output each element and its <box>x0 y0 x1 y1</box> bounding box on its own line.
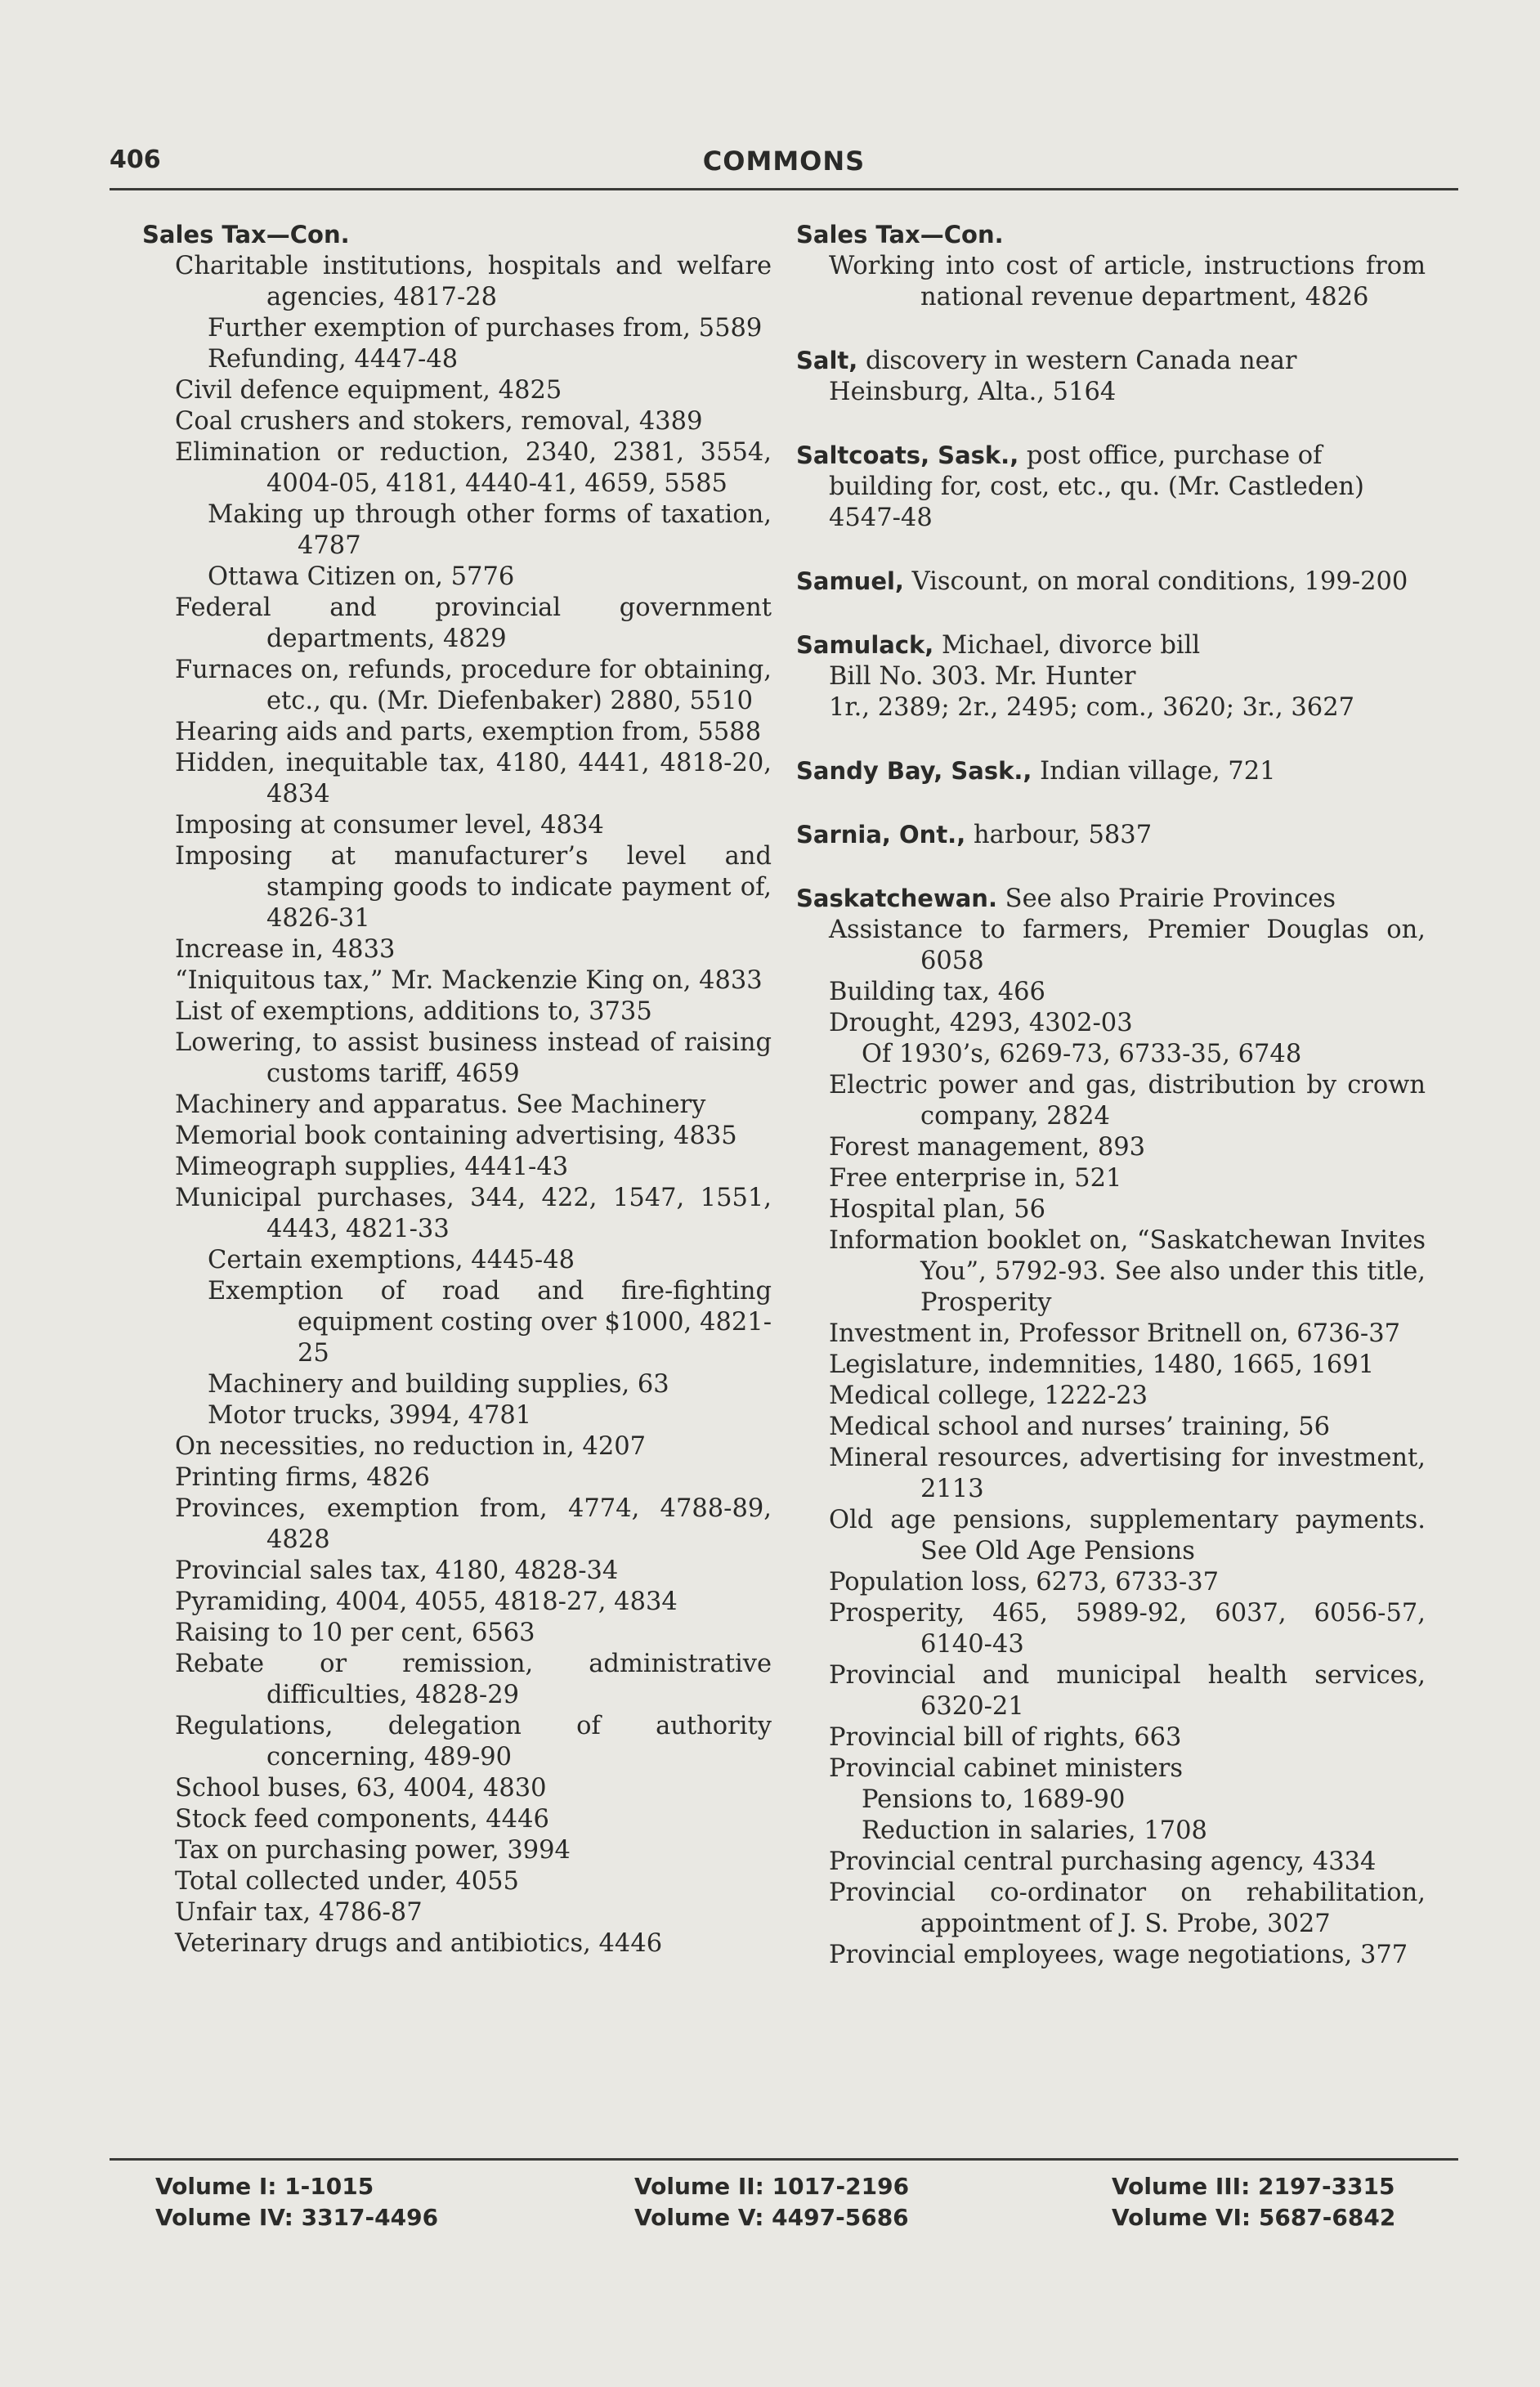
entry-text: Regulations, delegation of authority concerning, 489-90 <box>175 1712 772 1771</box>
entry-text: Pyramiding, 4004, 4055, 4818-27, 4834 <box>175 1588 678 1616</box>
index-subentry <box>142 593 772 655</box>
index-subentry <box>142 1804 772 1835</box>
page-header <box>110 146 1458 186</box>
index-subentry <box>796 1350 1426 1381</box>
entry-text: Reduction in salaries, 1708 <box>862 1816 1207 1845</box>
footer-line: Volume III: 2197-3315 <box>1112 2173 1395 2200</box>
index-subentry <box>142 1121 772 1152</box>
index-subentry <box>796 1319 1426 1350</box>
index-subentry <box>796 1194 1426 1225</box>
index-subentry <box>142 1618 772 1649</box>
footer-line: Volume IV: 3317-4496 <box>155 2204 439 2231</box>
entry-text: Veterinary drugs and antibiotics, 4446 <box>175 1929 663 1958</box>
index-subsubentry <box>142 1276 772 1369</box>
entry-text: harbour, 5837 <box>973 821 1153 849</box>
entry-text: Drought, 4293, 4302-03 <box>829 1009 1133 1037</box>
index-heading-entry <box>796 629 1426 661</box>
index-heading: Samulack, <box>796 631 934 659</box>
entry-text: post office, purchase of building for, cost, etc., qu. (Mr. Castleden) 4547-48 <box>829 441 1364 532</box>
index-heading-entry <box>796 566 1426 598</box>
index-subsubentry <box>142 313 772 344</box>
index-subentry <box>142 1649 772 1711</box>
index-subentry <box>142 934 772 965</box>
index-subentry <box>796 1598 1426 1660</box>
entry-text: Provincial and municipal health services, 6320-21 <box>829 1661 1426 1721</box>
running-title: COMMONS <box>702 146 866 177</box>
index-subentry <box>142 717 772 748</box>
entry-text: Memorial book containing advertising, 4835 <box>175 1122 737 1150</box>
entry-text: See also Prairie Provinces <box>1005 884 1336 913</box>
entry-text: Investment in, Professor Britnell on, 6736-37 <box>829 1319 1401 1348</box>
index-heading-entry <box>796 345 1426 408</box>
footer-line: Volume II: 1017-2196 <box>634 2173 910 2200</box>
index-subsubentry <box>142 1400 772 1431</box>
index-subsubentry <box>142 1245 772 1276</box>
index-subsubentry <box>142 499 772 562</box>
entry-text: Medical school and nurses’ training, 56 <box>829 1413 1331 1441</box>
index-subsubentry <box>142 1369 772 1400</box>
entry-text: Further exemption of purchases from, 5589 <box>208 314 763 343</box>
index-subentry <box>796 251 1426 313</box>
index-subentry <box>142 748 772 810</box>
index-subentry <box>142 1587 772 1618</box>
index-subentry <box>142 406 772 437</box>
index-subentry <box>796 915 1426 977</box>
entry-text: Population loss, 6273, 6733-37 <box>829 1568 1220 1597</box>
index-subentry <box>796 977 1426 1008</box>
index-subentry <box>142 375 772 406</box>
index-subentry <box>796 1505 1426 1567</box>
index-subentry <box>142 1431 772 1462</box>
entry-text: Charitable institutions, hospitals and welfare agencies, 4817-28 <box>175 252 772 311</box>
index-heading-entry <box>142 219 772 251</box>
index-subsubentry <box>796 1785 1426 1816</box>
entry-text: discovery in western Canada near Heinsburg, Alta., 5164 <box>829 347 1297 406</box>
index-heading-entry <box>796 819 1426 851</box>
entry-text: Of 1930’s, 6269-73, 6733-35, 6748 <box>862 1040 1302 1068</box>
index-subentry <box>142 1835 772 1866</box>
index-heading: Sandy Bay, Sask., <box>796 757 1032 785</box>
index-heading: Sarnia, Ont., <box>796 821 966 849</box>
index-subentry <box>142 1028 772 1090</box>
index-subentry <box>142 437 772 499</box>
index-subentry <box>142 1556 772 1587</box>
index-subentry <box>796 1567 1426 1598</box>
index-subsubentry <box>142 562 772 593</box>
index-heading: Saltcoats, Sask., <box>796 441 1019 469</box>
entry-text: Ottawa Citizen on, 5776 <box>208 562 515 591</box>
index-subentry <box>796 692 1426 723</box>
index-subentry <box>142 655 772 717</box>
entry-text: Machinery and apparatus. See Machinery <box>175 1090 706 1119</box>
entry-text: Imposing at consumer level, 4834 <box>175 811 604 840</box>
index-subentry <box>796 1008 1426 1039</box>
entry-text: On necessities, no reduction in, 4207 <box>175 1432 647 1461</box>
entry-text: Civil defence equipment, 4825 <box>175 376 562 405</box>
entry-text: Pensions to, 1689-90 <box>862 1785 1126 1814</box>
entry-text: “Iniquitous tax,” Mr. Mackenzie King on, 4833 <box>175 966 763 995</box>
index-subentry <box>142 251 772 313</box>
footer-rule <box>110 2158 1458 2161</box>
footer-volumes-2 <box>634 2171 909 2233</box>
index-subentry <box>142 1711 772 1773</box>
entry-text: Certain exemptions, 4445-48 <box>208 1246 575 1274</box>
entry-text: Hospital plan, 56 <box>829 1195 1046 1224</box>
index-subentry <box>796 1070 1426 1132</box>
index-heading-entry <box>796 440 1426 534</box>
entry-text: Free enterprise in, 521 <box>829 1164 1122 1193</box>
index-heading-entry <box>796 883 1426 915</box>
index-subentry <box>142 965 772 996</box>
index-subentry <box>142 1866 772 1897</box>
index-subentry <box>142 1928 772 1959</box>
entry-text: Mimeograph supplies, 4441-43 <box>175 1153 569 1181</box>
index-subentry <box>142 1897 772 1928</box>
index-subentry <box>796 1132 1426 1163</box>
entry-text: Bill No. 303. Mr. Hunter <box>829 662 1136 691</box>
index-subentry <box>796 1940 1426 1971</box>
index-subsubentry <box>142 344 772 375</box>
index-heading: Saskatchewan. <box>796 884 997 912</box>
entry-text: Electric power and gas, distribution by crown company, 2824 <box>829 1071 1426 1131</box>
index-subentry <box>796 1722 1426 1753</box>
entry-text: Furnaces on, refunds, procedure for obtaining, etc., qu. (Mr. Diefenbaker) 2880, 5510 <box>175 656 772 715</box>
entry-text: Forest management, 893 <box>829 1133 1146 1162</box>
entry-text: Coal crushers and stokers, removal, 4389 <box>175 407 703 436</box>
entry-text: Provincial co-ordinator on rehabilitation, appointment of J. S. Probe, 3027 <box>829 1879 1426 1938</box>
footer-line: Volume V: 4497-5686 <box>634 2204 909 2231</box>
entry-text: Mineral resources, advertising for investment, 2113 <box>829 1444 1426 1503</box>
entry-text: Lowering, to assist business instead of raising customs tariff, 4659 <box>175 1028 772 1088</box>
index-subentry <box>796 1381 1426 1412</box>
index-subentry <box>796 1163 1426 1194</box>
entry-text: Machinery and building supplies, 63 <box>208 1370 669 1399</box>
index-subentry <box>142 1152 772 1183</box>
entry-text: 1r., 2389; 2r., 2495; com., 3620; 3r., 3627 <box>829 693 1355 722</box>
index-heading-entry <box>796 219 1426 251</box>
entry-text: Provincial bill of rights, 663 <box>829 1723 1182 1752</box>
entry-text: Indian village, 721 <box>1040 757 1276 786</box>
entry-text: Federal and provincial government departments, 4829 <box>175 593 772 653</box>
index-subentry <box>796 1412 1426 1443</box>
index-subentry <box>796 661 1426 692</box>
entry-text: Hearing aids and parts, exemption from, 5588 <box>175 718 762 746</box>
index-subentry <box>142 1494 772 1556</box>
entry-text: Unfair tax, 4786-87 <box>175 1898 423 1927</box>
entry-text: Motor trucks, 3994, 4781 <box>208 1401 532 1430</box>
index-heading: Salt, <box>796 347 858 374</box>
index-heading-entry <box>796 755 1426 787</box>
index-subentry <box>142 841 772 934</box>
entry-text: Increase in, 4833 <box>175 935 396 964</box>
index-subsubentry <box>796 1816 1426 1847</box>
entry-text: Medical college, 1222-23 <box>829 1382 1148 1410</box>
right-column <box>796 219 1426 1971</box>
entry-text: Municipal purchases, 344, 422, 1547, 1551, 4443, 4821-33 <box>175 1184 772 1243</box>
index-subentry <box>142 1183 772 1245</box>
footer-line: Volume I: 1-1015 <box>155 2173 374 2200</box>
entry-text: Hidden, inequitable tax, 4180, 4441, 4818-20, 4834 <box>175 749 772 808</box>
entry-text: Prosperity, 465, 5989-92, 6037, 6056-57, 6140-43 <box>829 1599 1426 1659</box>
entry-text: Old age pensions, supplementary payments. See Old Age Pensions <box>829 1506 1426 1565</box>
entry-text: Tax on purchasing power, 3994 <box>175 1836 571 1865</box>
entry-text: Michael, divorce bill <box>942 631 1201 660</box>
entry-text: Raising to 10 per cent, 6563 <box>175 1619 535 1647</box>
entry-text: List of exemptions, additions to, 3735 <box>175 997 652 1026</box>
index-subentry <box>796 1443 1426 1505</box>
entry-text: School buses, 63, 4004, 4830 <box>175 1774 547 1803</box>
entry-text: Total collected under, 4055 <box>175 1867 519 1896</box>
entry-text: Exemption of road and fire-fighting equipment costing over $1000, 4821-25 <box>208 1277 772 1368</box>
entry-text: Legislature, indemnities, 1480, 1665, 1691 <box>829 1350 1375 1379</box>
entry-text: Provincial employees, wage negotiations, 377 <box>829 1941 1408 1969</box>
index-subentry <box>142 1090 772 1121</box>
entry-text: Making up through other forms of taxation, 4787 <box>208 500 772 560</box>
index-subentry <box>142 810 772 841</box>
index-subsubentry <box>796 1039 1426 1070</box>
entry-text: Provincial central purchasing agency, 4334 <box>829 1847 1377 1876</box>
left-column <box>142 219 772 1959</box>
footer-volumes-1 <box>155 2171 438 2233</box>
index-subentry <box>142 1462 772 1494</box>
entry-text: Stock feed components, 4446 <box>175 1805 549 1834</box>
index-subentry <box>796 1660 1426 1722</box>
entry-text: Elimination or reduction, 2340, 2381, 3554, 4004-05, 4181, 4440-41, 4659, 5585 <box>175 438 772 498</box>
entry-text: Building tax, 466 <box>829 978 1045 1006</box>
index-subentry <box>142 1773 772 1804</box>
index-heading: Sales Tax—Con. <box>796 221 1004 249</box>
entry-text: Provincial cabinet ministers <box>829 1754 1184 1783</box>
index-subentry <box>796 1847 1426 1878</box>
entry-text: Provinces, exemption from, 4774, 4788-89, 4828 <box>175 1494 772 1554</box>
entry-text: Viscount, on moral conditions, 199-200 <box>911 567 1408 596</box>
entry-text: Rebate or remission, administrative difficulties, 4828-29 <box>175 1650 772 1709</box>
index-heading: Samuel, <box>796 567 904 595</box>
index-subentry <box>796 1878 1426 1940</box>
index-subentry <box>142 996 772 1028</box>
entry-text: Refunding, 4447-48 <box>208 345 459 374</box>
entry-text: Information booklet on, “Saskatchewan Invites You”, 5792-93. See also under this title, Prosperity <box>829 1226 1426 1317</box>
entry-text: Provincial sales tax, 4180, 4828-34 <box>175 1556 619 1585</box>
footer-line: Volume VI: 5687-6842 <box>1112 2204 1396 2231</box>
index-subentry <box>796 1225 1426 1319</box>
page-number: 406 <box>110 146 161 174</box>
entry-text: Imposing at manufacturer’s level and stamping goods to indicate payment of, 4826-31 <box>175 842 772 933</box>
entry-text: Assistance to farmers, Premier Douglas on, 6058 <box>829 916 1426 975</box>
entry-text: Printing firms, 4826 <box>175 1463 430 1492</box>
entry-text: Working into cost of article, instructions from national revenue department, 4826 <box>829 252 1426 311</box>
index-heading: Sales Tax—Con. <box>142 221 350 249</box>
footer-volumes-3 <box>1112 2171 1395 2233</box>
index-subentry <box>796 1753 1426 1785</box>
header-rule <box>110 188 1458 190</box>
